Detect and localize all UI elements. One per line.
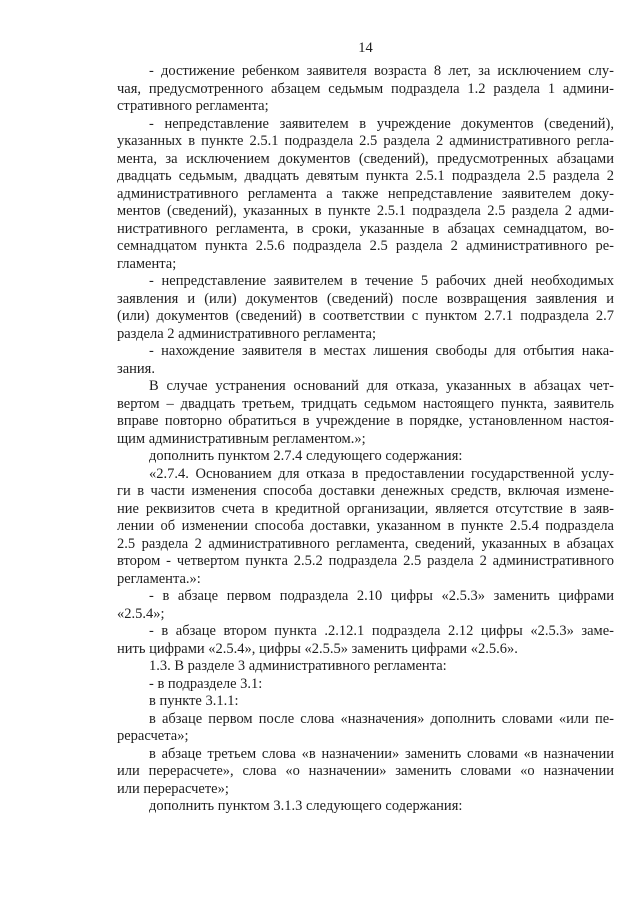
text-line: щим административным регламентом.»; [117,430,366,447]
text-line: (или) документов (сведений) в соответствии с пунктом 2.7.1 подраздела 2.7 [117,308,614,324]
text-line: рерасчета»; [117,728,189,744]
text-line: - в абзаце первом подраздела 2.10 цифры «2.5.3» заменить цифрами [149,588,614,604]
paragraph [117,798,614,816]
text-line: зания. [117,360,155,377]
paragraph [117,676,614,694]
text-line: гламента; [117,255,177,272]
text-line: семнадцатом пункта 2.5.6 подраздела 2.5 раздела 2 административного ре- [117,238,614,254]
paragraph [117,658,614,676]
text-line: ментов (сведений), указанных в пункте 2.5.1 подраздела 2.5 раздела 2 адми- [117,203,614,219]
paragraph [117,116,614,274]
paragraph [117,711,614,746]
page-number: 14 [358,40,373,56]
paragraph [117,623,614,658]
text-line: - достижение ребенком заявителя возраста 8 лет, за исключением слу- [149,63,614,79]
text-line: ги в части изменения способа доставки денежных средств, включая измене- [117,483,614,499]
paragraph [117,693,614,711]
text-line: или перерасчете»; [117,780,229,797]
text-line: административного регламента а также непредставление заявителем доку- [117,185,614,202]
text-line: - в абзаце втором пункта .2.12.1 подраздела 2.12 цифры «2.5.3» заме- [149,623,614,639]
text-line: в абзаце первом после слова «назначения» дополнить словами «или пе- [149,710,614,727]
text-line: регламента.»: [117,570,201,587]
text-line: нистративного регламента, в сроки, указанные в абзацах семнадцатом, во- [117,220,614,237]
text-line: в пункте 3.1.1: [149,693,239,709]
text-line: раздела 2 административного регламента; [117,325,376,342]
text-line: - непредставление заявителем в течение 5 рабочих дней необходимых [149,273,614,289]
text-line: указанных в пункте 2.5.1 подраздела 2.5 раздела 2 административного регла- [117,133,614,149]
paragraph [117,343,614,378]
text-line: чая, предусмотренного абзацем седьмым подраздела 1.2 раздела 1 админи- [117,80,614,97]
document-body [117,63,614,816]
paragraph [117,466,614,589]
text-line: дополнить пунктом 2.7.4 следующего содержания: [149,448,463,464]
text-line: в абзаце третьем слова «в назначении» заменить словами «в назначении [149,745,614,762]
text-line: - в подразделе 3.1: [149,675,263,692]
text-line: 1.3. В разделе 3 административного регламента: [149,658,447,674]
paragraph [117,448,614,466]
text-line: лении об изменении способа доставки, указанном в пункте 2.5.4 подраздела [117,518,614,534]
text-line: стративного регламента; [117,98,269,114]
text-line: вертом – двадцать третьем, тридцать седьмом настоящего пункта, заявитель [117,395,614,412]
text-line: вправе повторно обратиться в учреждение в порядке, установленном настоя- [117,413,614,429]
text-line: мента, за исключением документов (сведений), предусмотренных абзацами [117,150,614,167]
text-line: - непредставление заявителем в учреждение документов (сведений), [149,115,614,132]
paragraph [117,273,614,343]
paragraph [117,746,614,799]
text-line: «2.5.4»; [117,605,165,622]
text-line: - нахождение заявителя в местах лишения свободы для отбытия нака- [149,343,614,359]
text-line: втором - четвертом пункта 2.5.2 подраздела 2.5 раздела 2 административного [117,553,614,569]
text-line: или перерасчете», слова «о назначении» заменить словами «о назначении [117,763,614,779]
text-line: 2.5 раздела 2 административного регламента, сведений, указанных в абзацах [117,535,614,552]
text-line: ние реквизитов счета в кредитной организации, является отсутствие в заяв- [117,500,614,517]
text-line: заявления и (или) документов (сведений) после возвращения заявления и [117,290,614,307]
text-line: «2.7.4. Основанием для отказа в предоставлении государственной услу- [149,465,614,482]
text-line: двадцать седьмым, двадцать девятым пункта 2.5.1 подраздела 2.5 раздела 2 [117,168,614,184]
text-line: нить цифрами «2.5.4», цифры «2.5.5» заменить цифрами «2.5.6». [117,640,518,657]
paragraph [117,588,614,623]
paragraph [117,63,614,116]
text-line: дополнить пунктом 3.1.3 следующего содержания: [149,798,463,814]
text-line: В случае устранения оснований для отказа, указанных в абзацах чет- [149,378,614,394]
paragraph [117,378,614,448]
